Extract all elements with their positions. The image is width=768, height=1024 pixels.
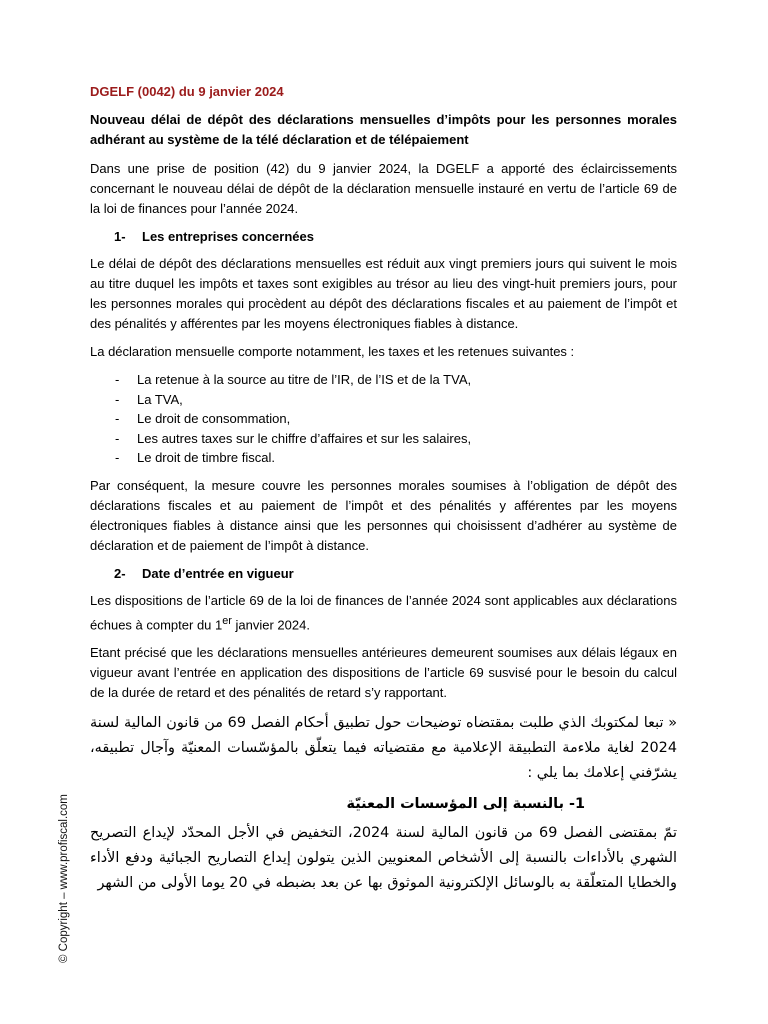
document-title: Nouveau délai de dépôt des déclarations mensuelles d’impôts pour les personnes morales adhérant au système de la télé déclaration et de télépaiement — [90, 112, 677, 147]
list-item: - Le droit de timbre fiscal. — [90, 448, 677, 468]
taxes-list — [90, 370, 677, 468]
arabic-intro-paragraph: « تبعا لمكتوبك الذي طلبت بمقتضاه توضيحات حول تطبيق أحكام الفصل 69 من قانون المالية لسنة 2024 لغاية ملاءمة التطبيقة الإعلامية مع مقتضياته فيما يتعلّق بالمؤسّسات المعنيّة وآجال تطبيقه، يشرّفني إعلامك بما يلي : — [90, 714, 677, 781]
arabic-paragraph: تمّ بمقتضى الفصل 69 من قانون المالية لسنة 2024، التخفيض في الأجل المحدّد لإيداع التصريح الشهري بالأداءات بالنسبة إلى الأشخاص المعنويين الذين يتولون إيداع التصاريح الجبائية ودفع الأداء والخطايا المتعلّقة به بالوسائل الإلكترونية الموثوق بها عن بعد بضبطه في 20 يوما الأولى من الشهر — [90, 824, 677, 891]
paragraph-taxes-intro: La déclaration mensuelle comporte notamment, les taxes et les retenues suivantes : — [90, 344, 575, 359]
list-item: - Le droit de consommation, — [90, 409, 677, 429]
paragraph-scope: Par conséquent, la mesure couvre les personnes morales soumises à l’obligation de dépôt des déclarations fiscales et au paiement de l’impôt et des pénalités y afférentes par les moyens électroniques fiables à distance ainsi que les personnes qui choisissent d’adhérer au système de déclaration et de paiement de l’impôt à distance. — [90, 477, 677, 553]
section-number: 2- — [114, 565, 126, 581]
list-item: - Les autres taxes sur le chiffre d’affaires et sur les salaires, — [90, 429, 677, 449]
document-reference: DGELF (0042) du 9 janvier 2024 — [90, 84, 284, 99]
section-title: Date d’entrée en vigueur — [142, 565, 294, 581]
section-heading-2 — [90, 564, 677, 584]
copyright-notice: © Copyright – www.profiscal.com — [58, 794, 70, 963]
dash-bullet: - — [115, 411, 120, 426]
paragraph-delay: Le délai de dépôt des déclarations mensuelles est réduit aux vingt premiers jours qui suivent le mois au titre duquel les impôts et taxes sont exigibles au trésor au lieu des vingt-huit premiers jours, pour les personnes morales qui procèdent au dépôt des déclarations fiscales et au paiement de l’impôt et des pénalités y afférentes par les moyens électroniques fiables à distance. — [90, 256, 677, 331]
paragraph-effective-date: Les dispositions de l’article 69 de la loi de finances de l’année 2024 sont applicables aux déclarations échues à compter du 1er janvier 2024. — [90, 592, 677, 632]
paragraph-prior-declarations: Etant précisé que les déclarations mensuelles antérieures demeurent soumises aux délais légaux en vigueur avant l’entrée en application des dispositions de l’article 69 susvisé pour le besoin du calcul de la durée de retard et des pénalités de retard s’y rapportant. — [90, 644, 677, 700]
dash-bullet: - — [115, 450, 120, 465]
list-item: - La TVA, — [90, 390, 677, 410]
arabic-section — [90, 711, 677, 896]
dash-bullet: - — [115, 372, 120, 387]
dash-bullet: - — [115, 430, 120, 446]
dash-bullet: - — [115, 391, 120, 407]
list-item: - La retenue à la source au titre de l’IR, de l’IS et de la TVA, — [90, 370, 677, 390]
document-page — [90, 84, 677, 903]
intro-paragraph: Dans une prise de position (42) du 9 janvier 2024, la DGELF a apporté des éclaircissements concernant le nouveau délai de dépôt de la déclaration mensuelle instauré en vertu de l’article 69 de la loi de finances pour l’année 2024. — [90, 161, 677, 216]
section-heading-1 — [90, 227, 677, 247]
section-number: 1- — [114, 229, 126, 244]
arabic-section-heading: 1- بالنسبة إلى المؤسسات المعنيّة — [346, 795, 585, 812]
section-title: Les entreprises concernées — [142, 229, 314, 244]
